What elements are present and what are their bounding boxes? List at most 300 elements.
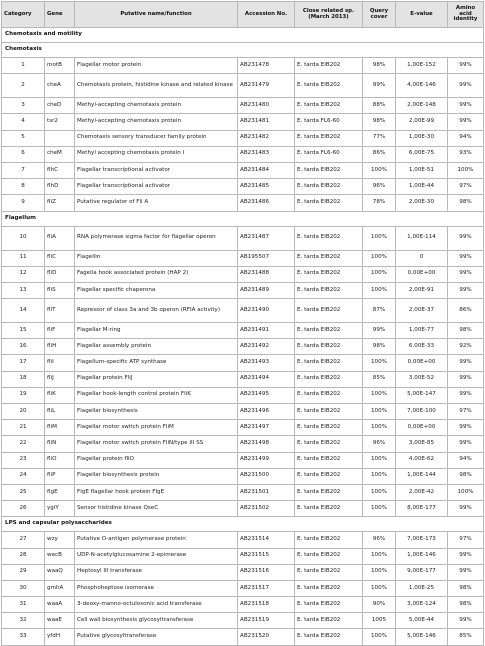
accession-cell: AB231517 [238,580,295,596]
query-cover-cell: 100% [363,484,396,500]
accession-cell: AB231484 [238,162,295,178]
function-cell: 3-deoxy-manno-octulosonic acid transferase [75,597,238,613]
subsection-header [2,211,484,226]
gene-cell: cheM [45,146,75,162]
close-related-cell: E. tarda EIB202 [295,58,363,74]
query-cover-cell: 87% [363,299,396,323]
close-related-cell: E. tarda EIB202 [295,195,363,211]
query-cover-cell: 85% [363,371,396,387]
close-related-cell: E. tarda EIB202 [295,266,363,282]
evalue-cell: 0 [396,250,448,266]
table-row [2,387,484,403]
table-row [2,130,484,146]
function-cell: Flagellar M-ring [75,323,238,339]
function-cell: Phosphoheptose isomerase [75,580,238,596]
close-related-cell: E. tarda EIB202 [295,404,363,420]
accession-cell: AB231502 [238,501,295,517]
close-related-cell: E. tarda EIB202 [295,130,363,146]
table-row [2,114,484,130]
close-related-cell: E. tarda EIB202 [295,532,363,548]
gene-cell: motB [45,58,75,74]
close-related-cell: E. tarda EIB202 [295,580,363,596]
col-header-identity: Amino acid identity [448,2,484,28]
table-row [2,98,484,114]
row-number: 27 [2,532,45,548]
row-number: 21 [2,420,45,436]
gene-table [1,1,484,646]
evalue-cell: 0,00E+00 [396,355,448,371]
identity-cell: 99% [448,371,484,387]
row-number: 13 [2,282,45,298]
function-cell: Flagellin [75,250,238,266]
close-related-cell: E. tarda EIB202 [295,282,363,298]
row-number: 4 [2,114,45,130]
accession-cell: AB231520 [238,629,295,645]
section-header [2,28,484,43]
close-related-cell: E. tarda EIB202 [295,484,363,500]
col-header-close-related: Close related sp. (March 2013) [295,2,363,28]
gene-cell: fliM [45,420,75,436]
table-row [2,162,484,178]
table-row [2,250,484,266]
function-cell: Fagella hook associated protein (HAP 2) [75,266,238,282]
close-related-cell: E. tarda EIB202 [295,299,363,323]
query-cover-cell: 100% [363,404,396,420]
accession-cell: AB231519 [238,613,295,629]
row-number: 5 [2,130,45,146]
gene-cell: cheA [45,74,75,98]
function-cell: Repressor of class 3a and 3b operon (RFIA activity) [75,299,238,323]
identity-cell: 98% [448,580,484,596]
col-header-category: Category [2,2,45,28]
close-related-cell: E. tarda EIB202 [295,564,363,580]
evalue-cell: 5,00E-44 [396,613,448,629]
query-cover-cell: 90% [363,597,396,613]
table-row [2,226,484,250]
query-cover-cell: 100% [363,266,396,282]
close-related-cell: E. tarda EIB202 [295,323,363,339]
gene-cell: gmhA [45,580,75,596]
close-related-cell: E. tarda EIB202 [295,613,363,629]
table-row [2,548,484,564]
table-row [2,420,484,436]
identity-cell: 99% [448,282,484,298]
accession-cell: AB231516 [238,564,295,580]
row-number: 32 [2,613,45,629]
close-related-cell: E. tarda EIB202 [295,468,363,484]
gene-cell: fliO [45,452,75,468]
function-cell: Chemotaxis sensory transducer family protein [75,130,238,146]
evalue-cell: 6,00E-33 [396,339,448,355]
row-number: 24 [2,468,45,484]
query-cover-cell: 100% [363,355,396,371]
function-cell: Flagellar biosynthesis protein [75,468,238,484]
gene-cell: fliP [45,468,75,484]
identity-cell: 99% [448,114,484,130]
subsection-title: Chemotaxis [2,43,484,58]
col-header-gene: Gene [45,2,75,28]
close-related-cell: E. tarda FL6-60 [295,114,363,130]
function-cell: Flagellar transcriptional activator [75,179,238,195]
identity-cell: 98% [448,323,484,339]
function-cell: Flagellar transcriptional activator [75,162,238,178]
identity-cell: 99% [448,387,484,403]
gene-cell: waaE [45,613,75,629]
query-cover-cell: 77% [363,130,396,146]
table-body [2,28,484,646]
identity-cell: 99% [448,501,484,517]
table-row [2,613,484,629]
identity-cell: 99% [448,250,484,266]
accession-cell: AB231478 [238,58,295,74]
table-row [2,371,484,387]
query-cover-cell: 99% [363,74,396,98]
identity-cell: 99% [448,74,484,98]
col-header-function: Putative name/function [75,2,238,28]
function-cell: Putative glycosyltransferase [75,629,238,645]
accession-cell: AB231494 [238,371,295,387]
query-cover-cell: 86% [363,146,396,162]
query-cover-cell: 100% [363,250,396,266]
identity-cell: 97% [448,532,484,548]
identity-cell: 86% [448,299,484,323]
identity-cell: 85% [448,629,484,645]
query-cover-cell: 100% [363,452,396,468]
close-related-cell: E. tarda EIB202 [295,226,363,250]
gene-cell: fliH [45,339,75,355]
close-related-cell: E. tarda EIB202 [295,387,363,403]
gene-cell: yfdH [45,629,75,645]
identity-cell: 99% [448,564,484,580]
identity-cell: 98% [448,468,484,484]
gene-cell: tsr2 [45,114,75,130]
table-row [2,597,484,613]
row-number: 25 [2,484,45,500]
query-cover-cell: 96% [363,436,396,452]
close-related-cell: E. tarda EIB202 [295,436,363,452]
query-cover-cell: 98% [363,114,396,130]
function-cell: Methyl-accepting chemotaxis protein [75,98,238,114]
accession-cell: AB231486 [238,195,295,211]
query-cover-cell: 96% [363,179,396,195]
function-cell: Flagellar motor protein [75,58,238,74]
function-cell: Chemotaxis protein, histidine kinase and related kinase [75,74,238,98]
query-cover-cell: 100% [363,162,396,178]
table-row [2,468,484,484]
row-number: 17 [2,355,45,371]
evalue-cell: 3,00E-85 [396,436,448,452]
table-row [2,266,484,282]
close-related-cell: E. tarda EIB202 [295,597,363,613]
query-cover-cell: 100% [363,629,396,645]
function-cell: Flagellar assembly protein [75,339,238,355]
accession-cell: AB231499 [238,452,295,468]
accession-cell: AB231491 [238,323,295,339]
row-number: 22 [2,436,45,452]
col-header-accession: Accession No. [238,2,295,28]
function-cell: Methyl-accepting chemotaxis protein [75,114,238,130]
gene-cell: fliN [45,436,75,452]
query-cover-cell: 99% [363,323,396,339]
row-number: 19 [2,387,45,403]
function-cell: Flagellar hook-length control protein FliK [75,387,238,403]
query-cover-cell: 98% [363,339,396,355]
row-number: 16 [2,339,45,355]
evalue-cell: 2,00E-42 [396,484,448,500]
identity-cell: 100% [448,484,484,500]
identity-cell: 92% [448,339,484,355]
function-cell: Cell wall biosynthesis glycosyltransferase [75,613,238,629]
close-related-cell: E. tarda EIB202 [295,355,363,371]
row-number: 26 [2,501,45,517]
col-header-evalue: E-value [396,2,448,28]
close-related-cell: E. tarda EIB202 [295,420,363,436]
table-row [2,299,484,323]
evalue-cell: 2,00E-148 [396,98,448,114]
row-number: 1 [2,58,45,74]
identity-cell: 94% [448,452,484,468]
evalue-cell: 7,00E-173 [396,532,448,548]
function-cell: RNA polymerase sigma factor for flagellar operon [75,226,238,250]
accession-cell: AB231498 [238,436,295,452]
section-header [2,517,484,532]
evalue-cell: 1,00E-146 [396,548,448,564]
table-row [2,580,484,596]
table-row [2,629,484,645]
table-row [2,339,484,355]
function-cell: Flagellar motor switch protein FliM [75,420,238,436]
close-related-cell: E. tarda FL6-60 [295,146,363,162]
accession-cell: AB231501 [238,484,295,500]
close-related-cell: E. tarda EIB202 [295,548,363,564]
row-number: 15 [2,323,45,339]
row-number: 28 [2,548,45,564]
table-row [2,146,484,162]
query-cover-cell: 100% [363,387,396,403]
subsection-title: Flagellum [2,211,484,226]
row-number: 31 [2,597,45,613]
accession-cell: AB231497 [238,420,295,436]
identity-cell: 100% [448,162,484,178]
accession-cell: AB231485 [238,179,295,195]
gene-cell: ygiY [45,501,75,517]
identity-cell: 98% [448,195,484,211]
evalue-cell: 3,00E-52 [396,371,448,387]
evalue-cell: 2,00E-99 [396,114,448,130]
evalue-cell: 5,00E-146 [396,629,448,645]
row-number: 7 [2,162,45,178]
row-number: 30 [2,580,45,596]
evalue-cell: 2,00E-91 [396,282,448,298]
table-row [2,404,484,420]
identity-cell: 97% [448,179,484,195]
query-cover-cell: 100% [363,420,396,436]
accession-cell: AB231487 [238,226,295,250]
table-row [2,323,484,339]
accession-cell: AB231493 [238,355,295,371]
table-row [2,282,484,298]
accession-cell: AB231481 [238,114,295,130]
evalue-cell: 1,00E-44 [396,179,448,195]
gene-cell: fliZ [45,195,75,211]
close-related-cell: E. tarda EIB202 [295,452,363,468]
function-cell: Putative regulator of Fli A [75,195,238,211]
accession-cell: AB231500 [238,468,295,484]
accession-cell: AB231492 [238,339,295,355]
table-row [2,58,484,74]
table-row [2,355,484,371]
row-number: 6 [2,146,45,162]
evalue-cell: 1,00E-152 [396,58,448,74]
table-row [2,501,484,517]
gene-cell: wzy [45,532,75,548]
accession-cell: AB231518 [238,597,295,613]
function-cell: Sensor histidine kinase QseC [75,501,238,517]
accession-cell: AB231515 [238,548,295,564]
close-related-cell: E. tarda EIB202 [295,250,363,266]
gene-cell: waaA [45,597,75,613]
row-number: 10 [2,226,45,250]
evalue-cell: 1,00E-30 [396,130,448,146]
gene-cell: flhC [45,162,75,178]
gene-cell: fliC [45,250,75,266]
identity-cell: 98% [448,597,484,613]
query-cover-cell: 96% [363,532,396,548]
row-number: 8 [2,179,45,195]
function-cell: Flagellar motor switch protein FliN/type III SS [75,436,238,452]
row-number: 9 [2,195,45,211]
row-number: 12 [2,266,45,282]
evalue-cell: 1,00E-144 [396,468,448,484]
gene-cell: fliI [45,355,75,371]
accession-cell: AB231488 [238,266,295,282]
table-row [2,195,484,211]
section-title: LPS and capsular polysaccharides [2,517,484,532]
close-related-cell: E. tarda EIB202 [295,339,363,355]
query-cover-cell: 100% [363,468,396,484]
query-cover-cell: 100% [363,282,396,298]
query-cover-cell: 100% [363,548,396,564]
close-related-cell: E. tarda EIB202 [295,501,363,517]
evalue-cell: 2,00E-30 [396,195,448,211]
query-cover-cell: 88% [363,98,396,114]
row-number: 20 [2,404,45,420]
function-cell: UDP-N-acetylglucosamine 2-epimerase [75,548,238,564]
evalue-cell: 2,00E-37 [396,299,448,323]
row-number: 23 [2,452,45,468]
table-row [2,532,484,548]
function-cell: Heptosyl III transferase [75,564,238,580]
close-related-cell: E. tarda EIB202 [295,629,363,645]
table-row [2,452,484,468]
identity-cell: 97% [448,404,484,420]
evalue-cell: 8,00E-177 [396,501,448,517]
function-cell: Putative O-antigen polymerase protein [75,532,238,548]
table-row [2,484,484,500]
gene-cell: fliK [45,387,75,403]
gene-cell: fliT [45,299,75,323]
accession-cell: AB231482 [238,130,295,146]
accession-cell: AB231480 [238,98,295,114]
section-title: Chemotaxis and motility [2,28,484,43]
table-row [2,74,484,98]
row-number: 29 [2,564,45,580]
accession-cell: AB231489 [238,282,295,298]
accession-cell: AB195507 [238,250,295,266]
evalue-cell: 4,00E-62 [396,452,448,468]
table-row [2,436,484,452]
identity-cell: 99% [448,548,484,564]
row-number: 11 [2,250,45,266]
function-cell: Methyl accepting chemotaxis protein I [75,146,238,162]
evalue-cell: 9,00E-177 [396,564,448,580]
gene-cell: fliJ [45,371,75,387]
row-number: 14 [2,299,45,323]
close-related-cell: E. tarda EIB202 [295,74,363,98]
gene-cell: fliS [45,282,75,298]
gene-cell: cheD [45,98,75,114]
query-cover-cell: 78% [363,195,396,211]
gene-cell: waaQ [45,564,75,580]
accession-cell: AB231496 [238,404,295,420]
table-row [2,179,484,195]
evalue-cell: 1,00E-114 [396,226,448,250]
query-cover-cell: 1005 [363,613,396,629]
evalue-cell: 0,00E+00 [396,266,448,282]
evalue-cell: 0,00E+00 [396,420,448,436]
close-related-cell: E. tarda EIB202 [295,179,363,195]
function-cell: Flagellar protein fliO [75,452,238,468]
identity-cell: 93% [448,146,484,162]
query-cover-cell: 100% [363,564,396,580]
evalue-cell: 4,00E-146 [396,74,448,98]
accession-cell: AB231495 [238,387,295,403]
gene-cell: fliL [45,404,75,420]
query-cover-cell: 100% [363,580,396,596]
row-number: 3 [2,98,45,114]
identity-cell: 99% [448,58,484,74]
function-cell: Flagellar protein FliJ [75,371,238,387]
query-cover-cell: 100% [363,501,396,517]
accession-cell: AB231483 [238,146,295,162]
subsection-header [2,43,484,58]
identity-cell: 94% [448,130,484,146]
evalue-cell: 6,00E-75 [396,146,448,162]
query-cover-cell: 100% [363,226,396,250]
identity-cell: 99% [448,613,484,629]
gene-cell: wecB [45,548,75,564]
row-number: 33 [2,629,45,645]
close-related-cell: E. tarda EIB202 [295,98,363,114]
evalue-cell: 7,00E-100 [396,404,448,420]
gene-cell: flhD [45,179,75,195]
identity-cell: 99% [448,436,484,452]
evalue-cell: 1,00E-25 [396,580,448,596]
identity-cell: 99% [448,226,484,250]
row-number: 2 [2,74,45,98]
gene-cell: fliA [45,226,75,250]
accession-cell: AB231514 [238,532,295,548]
function-cell: Flagellar specific chaperona [75,282,238,298]
evalue-cell: 5,00E-147 [396,387,448,403]
function-cell: FlgE flagellar hook protein FlgE [75,484,238,500]
function-cell: Flagellum-specific ATP synthase [75,355,238,371]
identity-cell: 99% [448,98,484,114]
query-cover-cell: 98% [363,58,396,74]
accession-cell: AB231479 [238,74,295,98]
identity-cell: 99% [448,266,484,282]
table-row [2,564,484,580]
